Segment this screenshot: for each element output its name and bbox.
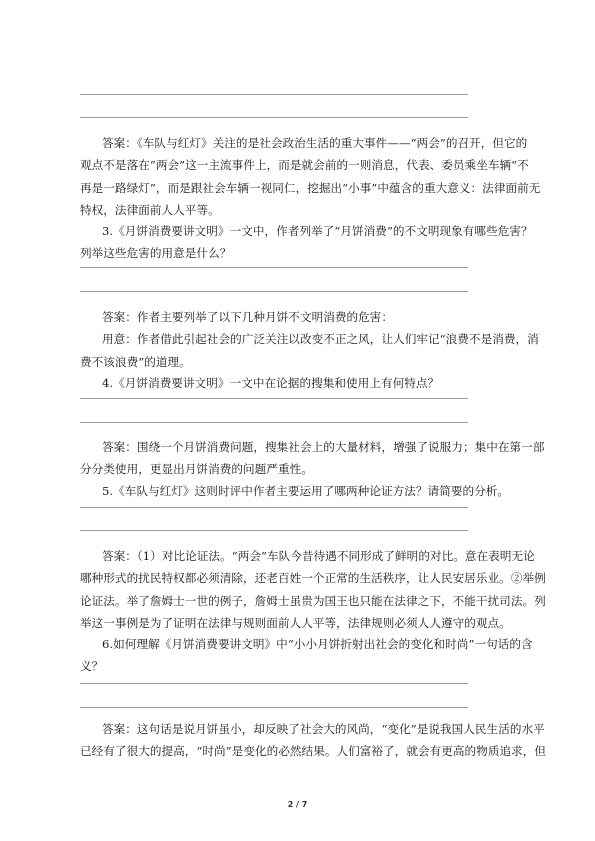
text-line: 分分类使用，更显出月饼消费的问题严重性。 xyxy=(80,462,313,477)
answer-line xyxy=(80,683,468,684)
answer-line xyxy=(80,267,468,268)
text-line: 列举这些危害的用意是什么？ xyxy=(80,246,232,261)
text-line: 6.如何理解《月饼消费要讲文明》中“小小月饼折射出社会的变化和时尚”一句话的含 xyxy=(102,637,533,651)
answer-line xyxy=(80,507,468,508)
text-line: 3.《月饼消费要讲文明》一文中，作者列举了“月饼消费”的不文明现象有哪些危害？ xyxy=(102,224,533,238)
text-line: 用意：作者借此引起社会的广泛关注以改变不正之风，让人们牢记“浪费不是消费，消 xyxy=(102,332,539,347)
text-line: 4.《月饼消费要讲文明》一文中在论据的搜集和使用上有何特点？ xyxy=(102,376,440,390)
answer-line xyxy=(80,530,468,531)
answer-5 xyxy=(80,545,546,635)
text-line: 义？ xyxy=(80,659,104,674)
answer-3 xyxy=(80,306,539,373)
text-line: 答案：作者主要列举了以下几种月饼不文明消费的危害： xyxy=(102,310,394,324)
text-line: 答案：这句话是说月饼虽小，却反映了社会大的风尚，“变化”是说我国人民生活的水平 xyxy=(102,722,545,736)
answer-line xyxy=(80,422,468,423)
answer-line xyxy=(80,707,468,708)
text-line: 再是一路绿灯”，而是跟社会车辆一视同仁，挖掘出“小事”中蕴含的重大意义：法律面前无 xyxy=(80,180,541,195)
page-number: 2 / 7 xyxy=(287,800,308,809)
question-5 xyxy=(80,480,530,502)
answer-line xyxy=(80,291,468,292)
answer-line xyxy=(80,117,468,118)
question-3 xyxy=(80,220,533,265)
answer-line xyxy=(80,94,468,95)
text-line: 答案：（1）对比论证法。“两会”车队今昔待遇不同形成了鲜明的对比。意在表明无论 xyxy=(102,549,535,563)
text-line: 答案：《车队与红灯》关注的是社会政治生活的重大事件——“两会”的召开，但它的 xyxy=(102,136,528,150)
question-6 xyxy=(80,633,533,678)
answer-6 xyxy=(80,718,547,763)
text-line: 费不该浪费”的道理。 xyxy=(80,354,191,369)
question-4 xyxy=(80,372,530,394)
text-line: 哪种形式的扰民特权都必须清除，还老百姓一个正常的生活秩序，让人民安居乐业。②举例 xyxy=(80,571,546,586)
text-line: 观点不是落在“两会”这一主流事件上，而是就会前的一则消息，代表、委员乘坐车辆“不 xyxy=(80,158,529,173)
answer-2 xyxy=(80,132,541,222)
answer-4 xyxy=(80,436,545,481)
text-line: 已经有了很大的提高，“时尚”是变化的必然结果。人们富裕了，就会有更高的物质追求，但 xyxy=(80,744,547,759)
text-line: 特权，法律面前人人平等。 xyxy=(80,203,220,218)
answer-line xyxy=(80,398,468,399)
text-line: 举这一事例是为了证明在法律与规则面前人人平等，法律规则必须人人遵守的观点。 xyxy=(80,616,511,631)
text-line: 5.《车队与红灯》这则时评中作者主要运用了哪两种论证方法？请简要的分析。 xyxy=(102,484,510,498)
text-line: 论证法。举了詹姆士一世的例子，詹姆士虽贵为国王也只能在法律之下，不能干扰司法。列 xyxy=(80,593,546,608)
text-line: 答案：围绕一个月饼消费问题，搜集社会上的大量材料，增强了说服力；集中在第一部 xyxy=(102,440,545,454)
